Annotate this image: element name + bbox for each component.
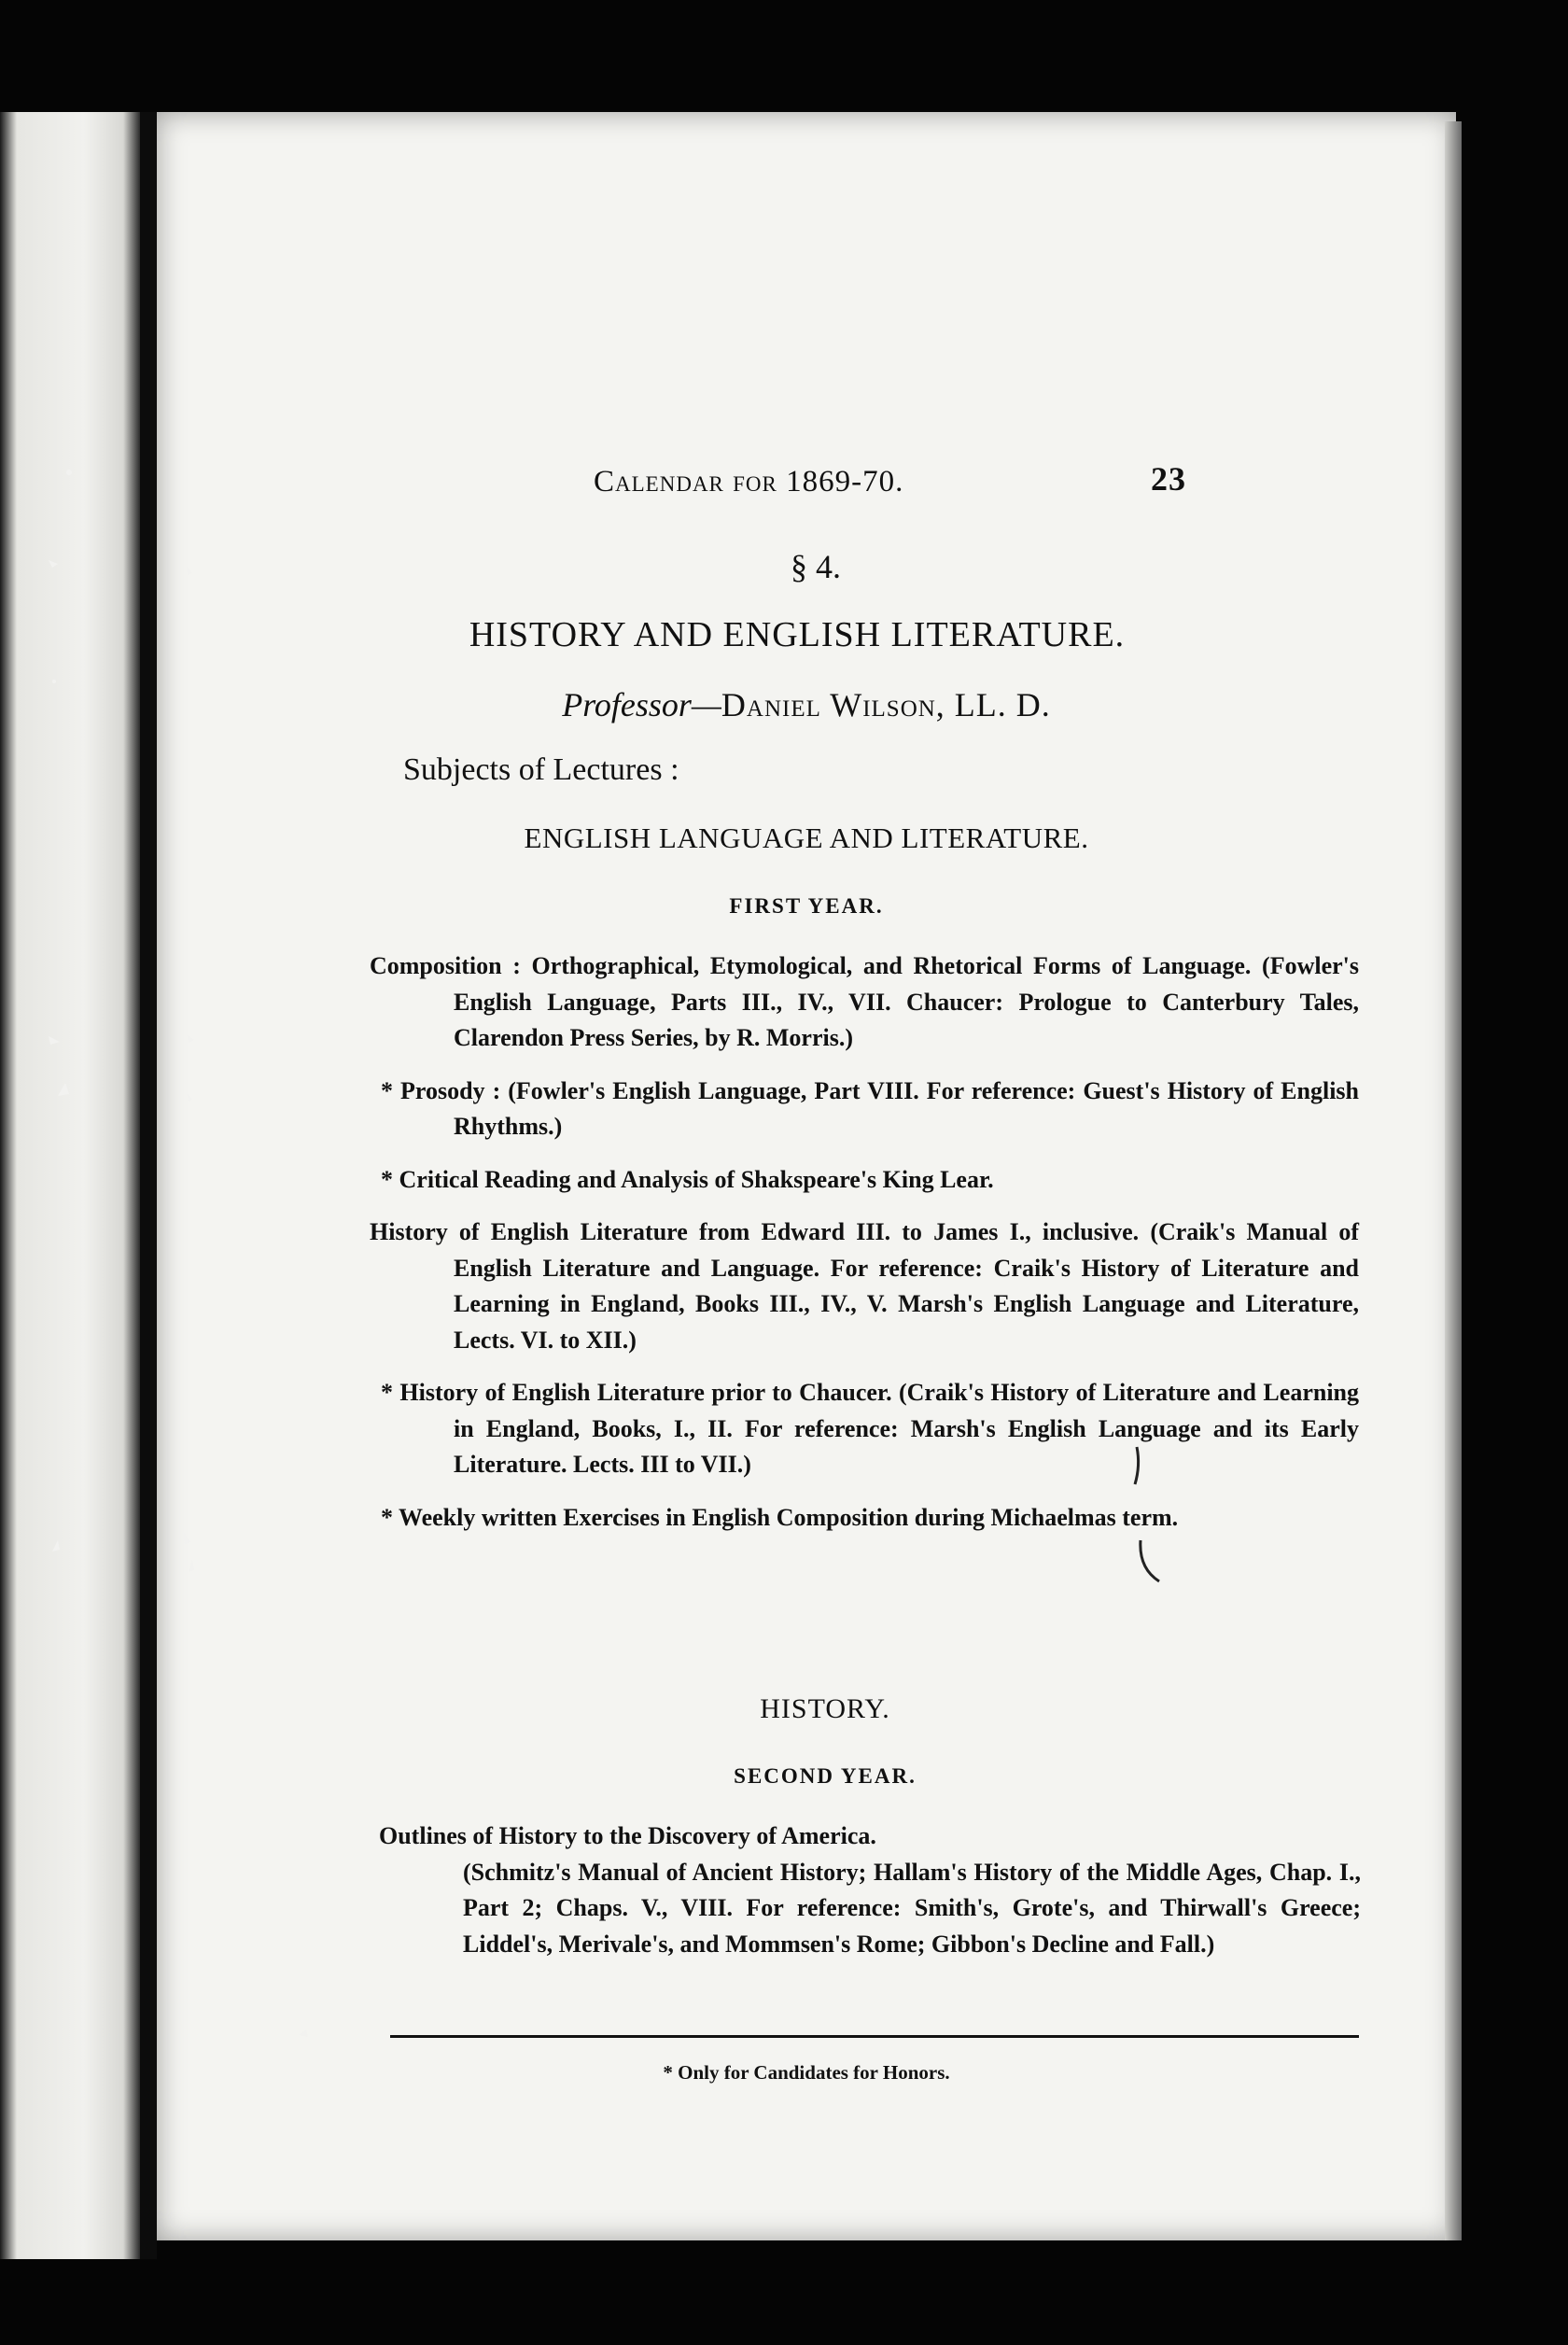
- entry-text: Critical Reading and Analysis of Shakspeare's King Lear.: [399, 1165, 994, 1193]
- section-number: § 4.: [791, 548, 841, 585]
- history-heading: HISTORY.: [760, 1693, 890, 1724]
- footnote: * Only for Candidates for Honors.: [663, 2061, 950, 2084]
- section-title: HISTORY AND ENGLISH LITERATURE.: [469, 615, 1126, 654]
- english-heading: ENGLISH LANGUAGE AND LITERATURE.: [524, 821, 1089, 854]
- history-entry-lead: Outlines of History to the Discovery of America.: [379, 1822, 876, 1849]
- professor-prefix: Professor—: [562, 686, 721, 723]
- running-title: Calendar for 1869-70.: [594, 465, 904, 498]
- page-number: 23: [1151, 460, 1186, 498]
- entry-text: Composition : Orthographical, Etymological, and Rhetorical Forms of Language. (Fowler's English Language, Parts III., IV., VII. Chaucer: Prologue to Canterbury Tales, Clarendon Press Series, by R. Morris.): [370, 952, 1359, 1051]
- history-entry-body: (Schmitz's Manual of Ancient History; Hallam's History of the Middle Ages, Chap. I., Part 2; Chaps. V., VIII. For reference: Smith's, Grote's, and Thirwall's Greece; Liddel's, Merivale's, and Mommsen's Rome; Gibbon's Decline and Fall.): [463, 1858, 1361, 1958]
- entry-text: History of English Literature prior to Chaucer. (Craik's History of Literature and Learning in England, Books, I., II. For reference: Marsh's English Language and its Early Literature. Lects. III to VII.): [399, 1379, 1360, 1478]
- subjects-label: Subjects of Lectures :: [403, 752, 679, 787]
- entry-text: Weekly written Exercises in English Composition during Michaelmas term.: [399, 1503, 1179, 1531]
- entry-text: History of English Literature from Edward III. to James I., inclusive. (Craik's Manual of English Literature and Language. For reference: Craik's History of Literature and Learning in England, Books III., IV., V. Marsh's English Language and Literature, Lects. VI. to XII.): [370, 1218, 1359, 1354]
- second-year-heading: SECOND YEAR.: [734, 1764, 917, 1788]
- honors-star: *: [381, 1503, 393, 1531]
- honors-star: *: [381, 1379, 393, 1406]
- honors-star: *: [381, 1165, 393, 1193]
- professor-name: Daniel Wilson, LL. D.: [721, 686, 1051, 723]
- first-year-heading: FIRST YEAR.: [729, 894, 884, 918]
- entry-text: Prosody : (Fowler's English Language, Part VIII. For reference: Guest's History of English Rhythms.): [400, 1076, 1360, 1140]
- honors-star: *: [381, 1076, 393, 1104]
